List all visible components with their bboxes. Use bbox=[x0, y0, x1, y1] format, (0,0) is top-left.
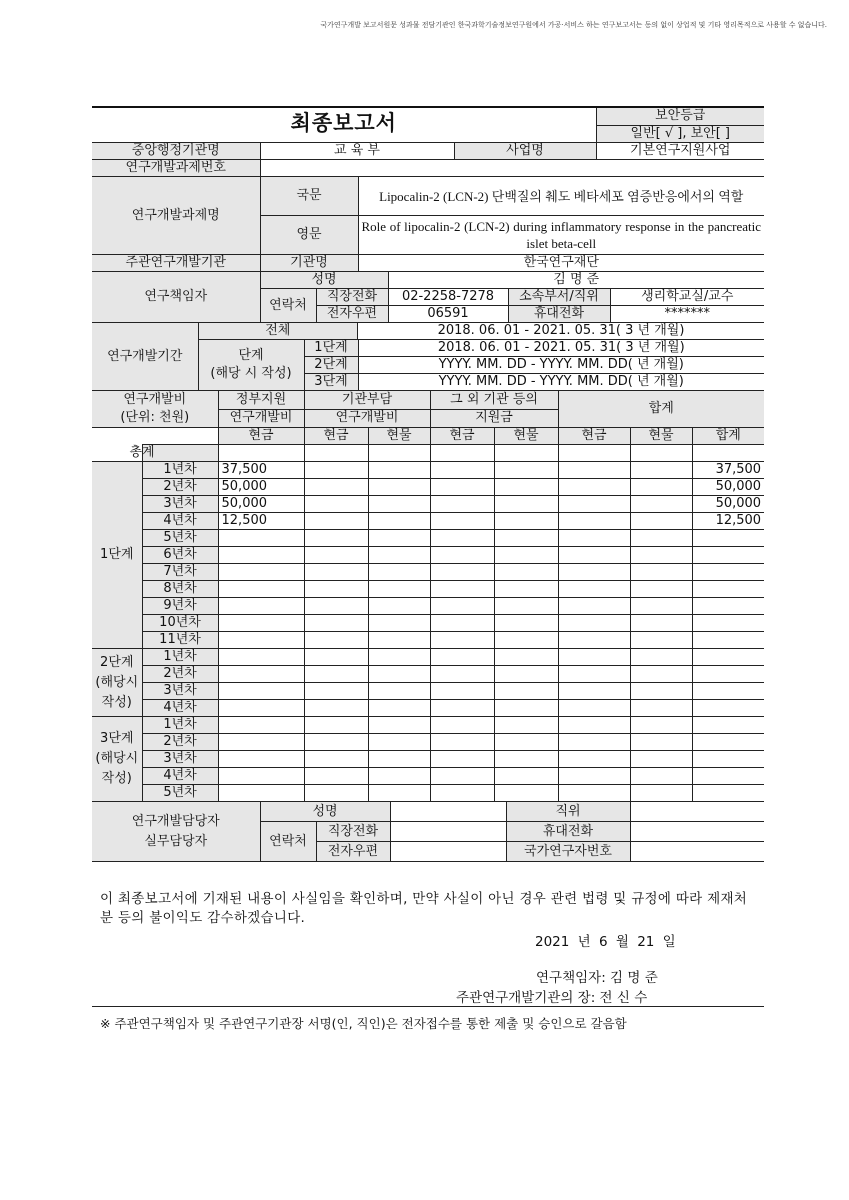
year-label: 5년차 bbox=[142, 785, 218, 802]
budget-cell bbox=[218, 734, 304, 751]
year-label: 1년차 bbox=[142, 717, 218, 734]
budget-row bbox=[92, 632, 764, 649]
period-total-label: 전체 bbox=[199, 323, 358, 339]
report-title: 최종보고서 bbox=[290, 111, 397, 135]
col-cash: 현금 bbox=[558, 428, 630, 445]
budget-cell bbox=[304, 751, 368, 768]
security-value: 일반[ √ ], 보안[ ] bbox=[596, 125, 764, 143]
year-label: 3년차 bbox=[142, 683, 218, 700]
other-support-header-2: 지원금 bbox=[430, 409, 558, 428]
budget-row bbox=[92, 496, 764, 513]
budget-cell bbox=[692, 734, 764, 751]
budget-cell bbox=[494, 547, 558, 564]
budget-row bbox=[92, 785, 764, 802]
grand-total-label: 총계 bbox=[142, 445, 218, 462]
budget-cell bbox=[430, 479, 494, 496]
title-kr-label: 국문 bbox=[260, 177, 358, 216]
security-label: 보안등급 bbox=[596, 107, 764, 125]
stage2-value: YYYY. MM. DD - YYYY. MM. DD( 년 개월) bbox=[358, 357, 764, 374]
signature-head: 주관연구개발기관의 장: 전 신 수 bbox=[456, 990, 648, 1006]
budget-cell bbox=[430, 547, 494, 564]
budget-cell bbox=[692, 530, 764, 547]
budget-cell bbox=[558, 547, 630, 564]
budget-cell bbox=[630, 581, 692, 598]
dept-label: 소속부서/직위 bbox=[508, 289, 610, 306]
researcher-no-label: 국가연구자번호 bbox=[506, 842, 630, 862]
budget-cell bbox=[304, 785, 368, 802]
budget-row bbox=[92, 666, 764, 683]
budget-cell bbox=[304, 700, 368, 717]
budget-cell bbox=[558, 564, 630, 581]
budget-cell bbox=[692, 581, 764, 598]
stage3-label: (해당시 bbox=[95, 751, 139, 766]
budget-cell bbox=[304, 598, 368, 615]
col-total: 합계 bbox=[692, 428, 764, 445]
budget-cell bbox=[304, 649, 368, 666]
year-label: 10년차 bbox=[142, 615, 218, 632]
period-total-value: 2018. 06. 01 - 2021. 05. 31( 3 년 개월) bbox=[437, 323, 685, 338]
budget-cell bbox=[494, 530, 558, 547]
year-label: 2년차 bbox=[142, 479, 218, 496]
budget-cell bbox=[430, 564, 494, 581]
budget-cell bbox=[430, 530, 494, 547]
top-notice: 국가연구개발 보고서원문 성과물 전담기관인 한국과학기술정보연구원에서 가공·서비스 하는 연구보고서는 동의 없이 상업적 및 기타 영리목적으로 사용할 수 없습니다. bbox=[320, 21, 827, 29]
budget-cell bbox=[692, 632, 764, 649]
work-phone-label: 직장전화 bbox=[316, 289, 388, 306]
budget-row bbox=[92, 683, 764, 700]
budget-label: 연구개발비 bbox=[123, 392, 187, 407]
stage1-label: 1단계 bbox=[304, 340, 358, 357]
budget-cell bbox=[368, 683, 430, 700]
budget-cell bbox=[304, 615, 368, 632]
budget-cell bbox=[218, 683, 304, 700]
budget-row bbox=[92, 734, 764, 751]
budget-cell bbox=[304, 513, 368, 530]
budget-cell bbox=[494, 785, 558, 802]
budget-cell bbox=[692, 615, 764, 632]
budget-cell bbox=[558, 649, 630, 666]
budget-cell bbox=[630, 717, 692, 734]
budget-cell bbox=[304, 462, 368, 479]
budget-cell bbox=[692, 717, 764, 734]
budget-row bbox=[92, 649, 764, 666]
budget-cell bbox=[630, 564, 692, 581]
budget-cell bbox=[430, 581, 494, 598]
budget-cell bbox=[630, 632, 692, 649]
budget-cell bbox=[368, 666, 430, 683]
sum-total-value: 37,500 bbox=[692, 462, 764, 479]
budget-cell bbox=[494, 615, 558, 632]
pi-contact-label: 연락처 bbox=[260, 289, 316, 323]
budget-cell bbox=[304, 717, 368, 734]
budget-row bbox=[92, 513, 764, 530]
budget-cell bbox=[630, 785, 692, 802]
budget-cell bbox=[630, 462, 692, 479]
budget-cell bbox=[368, 598, 430, 615]
year-label: 2년차 bbox=[142, 666, 218, 683]
year-label: 4년차 bbox=[142, 513, 218, 530]
budget-cell bbox=[630, 479, 692, 496]
title-en-value: Role of lipocalin-2 (LCN-2) during inflammatory response in the pancreatic islet beta-cell bbox=[358, 216, 764, 255]
budget-cell bbox=[558, 785, 630, 802]
budget-row bbox=[92, 462, 764, 479]
budget-cell bbox=[630, 649, 692, 666]
declaration-text: 이 최종보고서에 기재된 내용이 사실임을 확인하며, 만약 사실이 아닌 경우 관련 법령 및 규정에 따라 제재처분 등의 불이익도 감수하겠습니다. bbox=[100, 891, 748, 926]
year-label: 5년차 bbox=[142, 530, 218, 547]
project-no-value bbox=[260, 160, 764, 177]
budget-cell bbox=[630, 768, 692, 785]
budget-cell bbox=[218, 751, 304, 768]
budget-row bbox=[92, 564, 764, 581]
budget-cell bbox=[368, 751, 430, 768]
year-label: 3년차 bbox=[142, 751, 218, 768]
budget-cell bbox=[494, 462, 558, 479]
stage-note: (해당 시 작성) bbox=[210, 366, 292, 381]
budget-cell bbox=[430, 615, 494, 632]
budget-row bbox=[92, 615, 764, 632]
col-kind: 현물 bbox=[630, 428, 692, 445]
budget-cell bbox=[692, 547, 764, 564]
budget-cell bbox=[494, 683, 558, 700]
budget-cell bbox=[494, 734, 558, 751]
budget-cell bbox=[692, 564, 764, 581]
budget-cell bbox=[304, 496, 368, 513]
col-kind: 현물 bbox=[368, 428, 430, 445]
budget-cell bbox=[558, 751, 630, 768]
budget-row bbox=[92, 700, 764, 717]
org-name-label: 기관명 bbox=[260, 255, 358, 272]
budget-cell bbox=[368, 734, 430, 751]
signature-pi: 연구책임자: 김 명 준 bbox=[536, 970, 658, 986]
year-label: 1년차 bbox=[142, 649, 218, 666]
budget-row bbox=[92, 768, 764, 785]
budget-cell bbox=[304, 666, 368, 683]
budget-row bbox=[92, 581, 764, 598]
year-label: 4년차 bbox=[142, 700, 218, 717]
col-cash: 현금 bbox=[218, 428, 304, 445]
budget-cell bbox=[368, 700, 430, 717]
budget-cell bbox=[304, 547, 368, 564]
budget-cell bbox=[558, 513, 630, 530]
sum-total-value: 12,500 bbox=[692, 513, 764, 530]
budget-cell bbox=[304, 479, 368, 496]
budget-cell bbox=[368, 615, 430, 632]
budget-cell bbox=[304, 683, 368, 700]
budget-cell bbox=[494, 598, 558, 615]
period-table bbox=[92, 322, 764, 391]
year-label: 9년차 bbox=[142, 598, 218, 615]
stage2-label: 2단계 bbox=[304, 357, 358, 374]
budget-cell bbox=[430, 734, 494, 751]
budget-cell bbox=[494, 666, 558, 683]
budget-cell bbox=[368, 768, 430, 785]
budget-cell bbox=[218, 649, 304, 666]
budget-cell bbox=[630, 530, 692, 547]
report-cover-table bbox=[92, 106, 764, 862]
budget-cell bbox=[558, 598, 630, 615]
year-label: 8년차 bbox=[142, 581, 218, 598]
year-label: 4년차 bbox=[142, 768, 218, 785]
budget-cell bbox=[692, 598, 764, 615]
pi-label: 연구책임자 bbox=[92, 272, 260, 323]
budget-cell bbox=[218, 547, 304, 564]
budget-cell bbox=[558, 734, 630, 751]
budget-cell bbox=[494, 768, 558, 785]
budget-cell bbox=[368, 649, 430, 666]
budget-cell bbox=[494, 751, 558, 768]
col-cash: 현금 bbox=[430, 428, 494, 445]
budget-cell bbox=[218, 700, 304, 717]
agency-value: 교 육 부 bbox=[260, 143, 454, 160]
budget-cell bbox=[558, 615, 630, 632]
year-label: 1년차 bbox=[142, 462, 218, 479]
mobile-value: ******* bbox=[610, 306, 764, 323]
budget-cell bbox=[558, 717, 630, 734]
budget-cell bbox=[494, 513, 558, 530]
budget-cell bbox=[630, 683, 692, 700]
budget-cell bbox=[218, 581, 304, 598]
stage1-label: 1단계 bbox=[100, 547, 134, 562]
stage1-value: 2018. 06. 01 - 2021. 05. 31( 3 년 개월) bbox=[358, 340, 764, 357]
budget-cell bbox=[692, 649, 764, 666]
budget-cell bbox=[218, 666, 304, 683]
budget-cell bbox=[630, 598, 692, 615]
budget-cell bbox=[430, 768, 494, 785]
org-value: 한국연구재단 bbox=[358, 255, 764, 272]
year-label: 2년차 bbox=[142, 734, 218, 751]
budget-cell bbox=[304, 734, 368, 751]
work-phone-value: 02-2258-7278 bbox=[388, 289, 508, 306]
title-en-label: 영문 bbox=[260, 216, 358, 255]
email-label: 전자우편 bbox=[316, 306, 388, 323]
dept-value: 생리학교실/교수 bbox=[610, 289, 764, 306]
budget-cell bbox=[630, 547, 692, 564]
budget-cell bbox=[218, 632, 304, 649]
budget-row bbox=[92, 547, 764, 564]
col-kind: 현물 bbox=[494, 428, 558, 445]
budget-cell bbox=[630, 700, 692, 717]
budget-cell bbox=[558, 581, 630, 598]
budget-cell bbox=[304, 530, 368, 547]
stage2-label: (해당시 bbox=[95, 674, 139, 690]
budget-cell bbox=[630, 666, 692, 683]
budget-cell bbox=[558, 632, 630, 649]
manager-position-label: 직위 bbox=[506, 802, 630, 822]
gov-cash-value: 50,000 bbox=[218, 496, 304, 513]
sum-total-value: 50,000 bbox=[692, 496, 764, 513]
budget-cell bbox=[558, 479, 630, 496]
stage3-value: YYYY. MM. DD - YYYY. MM. DD( 년 개월) bbox=[358, 374, 764, 391]
manager-label-1: 연구개발담당자 bbox=[131, 813, 220, 829]
budget-cell bbox=[218, 717, 304, 734]
year-label: 11년차 bbox=[142, 632, 218, 649]
budget-cell bbox=[630, 496, 692, 513]
budget-cell bbox=[368, 513, 430, 530]
budget-cell bbox=[304, 768, 368, 785]
budget-cell bbox=[218, 530, 304, 547]
budget-cell bbox=[368, 462, 430, 479]
budget-cell bbox=[494, 700, 558, 717]
other-support-header-1: 그 외 기관 등의 bbox=[430, 391, 558, 410]
stage3-label: 작성) bbox=[101, 771, 132, 786]
budget-cell bbox=[558, 462, 630, 479]
budget-cell bbox=[430, 632, 494, 649]
budget-cell bbox=[218, 785, 304, 802]
col-cash: 현금 bbox=[304, 428, 368, 445]
budget-cell bbox=[304, 564, 368, 581]
budget-cell bbox=[494, 632, 558, 649]
pi-table bbox=[92, 271, 764, 323]
budget-cell bbox=[218, 768, 304, 785]
budget-row bbox=[92, 479, 764, 496]
agency-label: 중앙행정기관명 bbox=[92, 143, 260, 160]
stage3-label: 3단계 bbox=[304, 374, 358, 391]
project-no-label: 연구개발과제번호 bbox=[92, 160, 260, 177]
stage3-label: 3단계 bbox=[100, 731, 134, 746]
project-title-table bbox=[92, 176, 764, 272]
email-value: 06591 bbox=[388, 306, 508, 323]
year-label: 3년차 bbox=[142, 496, 218, 513]
budget-cell bbox=[368, 632, 430, 649]
budget-cell bbox=[430, 513, 494, 530]
budget-row bbox=[92, 717, 764, 734]
budget-cell bbox=[430, 462, 494, 479]
budget-cell bbox=[494, 564, 558, 581]
manager-contact-label: 연락처 bbox=[260, 822, 316, 862]
budget-cell bbox=[304, 581, 368, 598]
budget-cell bbox=[218, 615, 304, 632]
budget-cell bbox=[368, 496, 430, 513]
org-label: 주관연구개발기관 bbox=[92, 255, 260, 272]
budget-cell bbox=[692, 751, 764, 768]
divider bbox=[92, 1006, 764, 1007]
stage-label: 단계 bbox=[238, 348, 264, 363]
budget-cell bbox=[630, 734, 692, 751]
budget-cell bbox=[368, 785, 430, 802]
budget-cell bbox=[558, 768, 630, 785]
budget-cell bbox=[430, 717, 494, 734]
budget-row bbox=[92, 530, 764, 547]
budget-cell bbox=[218, 598, 304, 615]
budget-unit: (단위: 천원) bbox=[120, 410, 190, 425]
budget-cell bbox=[430, 700, 494, 717]
budget-cell bbox=[430, 649, 494, 666]
budget-cell bbox=[630, 615, 692, 632]
budget-cell bbox=[494, 717, 558, 734]
budget-cell bbox=[430, 751, 494, 768]
budget-cell bbox=[692, 768, 764, 785]
budget-cell bbox=[558, 683, 630, 700]
program-value: 기본연구지원사업 bbox=[596, 143, 764, 160]
budget-cell bbox=[368, 547, 430, 564]
sum-header: 합계 bbox=[558, 391, 764, 428]
budget-cell bbox=[558, 530, 630, 547]
budget-cell bbox=[218, 564, 304, 581]
budget-cell bbox=[630, 751, 692, 768]
budget-cell bbox=[430, 496, 494, 513]
manager-email-label: 전자우편 bbox=[316, 842, 390, 862]
budget-cell bbox=[430, 598, 494, 615]
budget-cell bbox=[558, 496, 630, 513]
budget-cell bbox=[494, 581, 558, 598]
org-share-header-1: 기관부담 bbox=[304, 391, 430, 410]
budget-cell bbox=[430, 785, 494, 802]
budget-table bbox=[92, 390, 764, 802]
budget-row bbox=[92, 751, 764, 768]
pi-name-value: 김 명 준 bbox=[388, 272, 764, 289]
gov-cash-value: 12,500 bbox=[218, 513, 304, 530]
org-share-header-2: 연구개발비 bbox=[304, 409, 430, 428]
manager-name-label: 성명 bbox=[260, 802, 390, 822]
budget-row bbox=[92, 598, 764, 615]
gov-cash-value: 50,000 bbox=[218, 479, 304, 496]
stage2-label: 작성) bbox=[101, 694, 132, 710]
budget-cell bbox=[692, 785, 764, 802]
budget-cell bbox=[692, 666, 764, 683]
budget-cell bbox=[430, 666, 494, 683]
budget-cell bbox=[692, 683, 764, 700]
budget-cell bbox=[368, 717, 430, 734]
budget-cell bbox=[304, 632, 368, 649]
budget-cell bbox=[494, 479, 558, 496]
budget-cell bbox=[368, 581, 430, 598]
budget-cell bbox=[430, 683, 494, 700]
program-label: 사업명 bbox=[454, 143, 596, 160]
manager-mobile-label: 휴대전화 bbox=[506, 822, 630, 842]
budget-cell bbox=[558, 700, 630, 717]
budget-cell bbox=[558, 666, 630, 683]
budget-cell bbox=[368, 479, 430, 496]
sign-date: 2021 년 6 월 21 일 bbox=[535, 934, 676, 950]
pi-name-label: 성명 bbox=[260, 272, 388, 289]
manager-work-phone-label: 직장전화 bbox=[316, 822, 390, 842]
manager-label-2: 실무담당자 bbox=[144, 833, 208, 849]
gov-support-header-1: 정부지원 bbox=[218, 391, 304, 410]
mobile-label: 휴대전화 bbox=[508, 306, 610, 323]
stage2-label: 2단계 bbox=[100, 654, 134, 670]
budget-cell bbox=[368, 564, 430, 581]
budget-cell bbox=[494, 496, 558, 513]
year-label: 7년차 bbox=[142, 564, 218, 581]
gov-support-header-2: 연구개발비 bbox=[218, 409, 304, 428]
header-table bbox=[92, 106, 764, 177]
sum-total-value: 50,000 bbox=[692, 479, 764, 496]
gov-cash-value: 37,500 bbox=[218, 462, 304, 479]
budget-cell bbox=[368, 530, 430, 547]
title-kr-value: Lipocalin-2 (LCN-2) 단백질의 췌도 베타세포 염증반응에서의 역할 bbox=[358, 177, 764, 216]
period-label: 연구개발기간 bbox=[92, 323, 198, 391]
manager-table bbox=[92, 801, 764, 862]
budget-cell bbox=[692, 700, 764, 717]
footnote: ※ 주관연구책임자 및 주관연구기관장 서명(인, 직인)은 전자접수를 통한 제출 및 승인으로 갈음함 bbox=[100, 1016, 627, 1031]
budget-cell bbox=[630, 513, 692, 530]
budget-cell bbox=[494, 649, 558, 666]
project-title-label: 연구개발과제명 bbox=[92, 177, 260, 255]
year-label: 6년차 bbox=[142, 547, 218, 564]
